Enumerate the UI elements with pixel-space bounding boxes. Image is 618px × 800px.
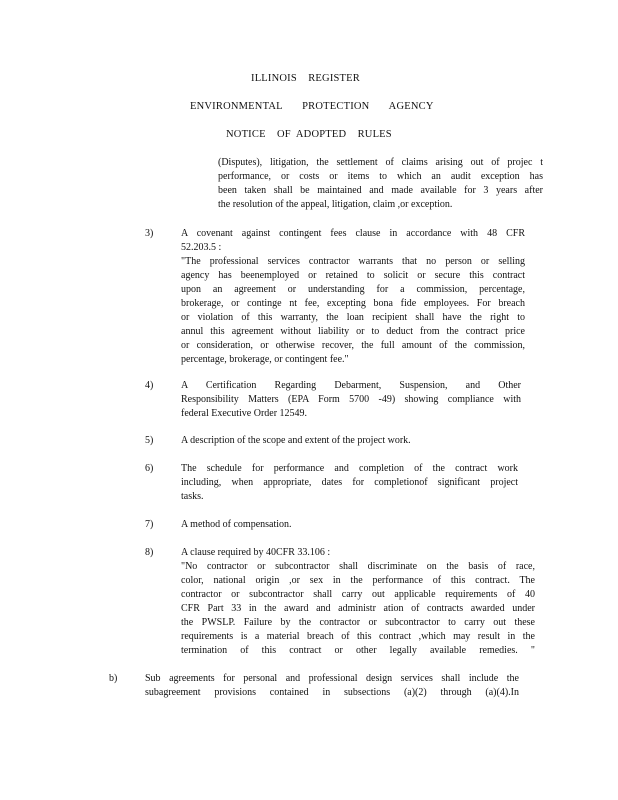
paragraph-line: Sub agreements for personal and professional design services shall include the	[145, 673, 519, 684]
item-6-marker: 6)	[145, 463, 154, 474]
paragraph-line: color, national origin ,or sex in the performance of this contract. The	[181, 575, 535, 586]
paragraph-line: 52.203.5 :	[181, 242, 222, 253]
paragraph-line: A covenant against contingent fees clause in accordance with 48 CFR	[181, 228, 525, 239]
header-notice: NOTICE OF ADOPTED RULES	[226, 129, 392, 140]
item-5-marker: 5)	[145, 435, 154, 446]
paragraph-line: "The professional services contractor warrants that no person or selling	[181, 256, 525, 267]
sub-b-marker: b)	[109, 673, 118, 684]
item-7-marker: 7)	[145, 519, 154, 530]
header-agency: ENVIRONMENTAL PROTECTION AGENCY	[190, 101, 434, 112]
item-3-text	[181, 227, 525, 367]
paragraph-line: termination of this contract or other legally available remedies. "	[181, 645, 535, 656]
paragraph-line: the resolution of the appeal, litigation, claim ,or exception.	[218, 199, 453, 210]
paragraph-line: CFR Part 33 in the award and administr ation of contracts awarded under	[181, 603, 535, 614]
paragraph-line: or violation of this warranty, the loan recipient shall have the right to	[181, 312, 525, 323]
item-7-text	[181, 518, 521, 532]
paragraph-line: A method of compensation.	[181, 519, 292, 530]
item-5-text	[181, 434, 521, 448]
item-8-marker: 8)	[145, 547, 154, 558]
paragraph-line: contractor or subcontractor shall carry out applicable requirements of 40	[181, 589, 535, 600]
paragraph-line: brokerage, or continge nt fee, excepting bona fide employees. For breach	[181, 298, 525, 309]
header-register: ILLINOIS REGISTER	[251, 73, 360, 84]
item-4-text	[181, 379, 521, 421]
paragraph-line: the PWSLP. Failure by the contractor or subcontractor to carry out these	[181, 617, 535, 628]
paragraph-line: agency has beenemployed or retained to solicit or secure this contract	[181, 270, 525, 281]
sub-b-text	[145, 672, 519, 700]
paragraph-line: A Certification Regarding Debarment, Suspension, and Other	[181, 380, 521, 391]
item-8-text	[181, 546, 535, 658]
paragraph-line: A description of the scope and extent of the project work.	[181, 435, 411, 446]
paragraph-line: A clause required by 40CFR 33.106 :	[181, 547, 331, 558]
paragraph-line: performance, or costs or items to which an audit exception has	[218, 171, 543, 182]
paragraph-line: tasks.	[181, 491, 204, 502]
item-6-text	[181, 462, 518, 504]
paragraph-line: requirements is a material breach of this contract ,which may result in the	[181, 631, 535, 642]
paragraph-line: Responsibility Matters (EPA Form 5700 -49) showing compliance with	[181, 394, 521, 405]
paragraph-line: including, when appropriate, dates for completionof significant project	[181, 477, 518, 488]
paragraph-line: federal Executive Order 12549.	[181, 408, 308, 419]
item-3-marker: 3)	[145, 228, 154, 239]
paragraph-line: been taken shall be maintained and made available for 3 years after	[218, 185, 543, 196]
continuation-paragraph	[218, 156, 543, 212]
paragraph-line: or consideration, or otherwise recover, the full amount of the commission,	[181, 340, 525, 351]
paragraph-line: percentage, brokerage, or contingent fee."	[181, 354, 349, 365]
paragraph-line: (Disputes), litigation, the settlement of claims arising out of projec t	[218, 157, 543, 168]
paragraph-line: The schedule for performance and completion of the contract work	[181, 463, 518, 474]
paragraph-line: upon an agreement or understanding for a commission, percentage,	[181, 284, 525, 295]
paragraph-line: subagreement provisions contained in subsections (a)(2) through (a)(4).In	[145, 687, 519, 698]
paragraph-line: "No contractor or subcontractor shall discriminate on the basis of race,	[181, 561, 535, 572]
paragraph-line: annul this agreement without liability or to deduct from the contract price	[181, 326, 525, 337]
item-4-marker: 4)	[145, 380, 154, 391]
